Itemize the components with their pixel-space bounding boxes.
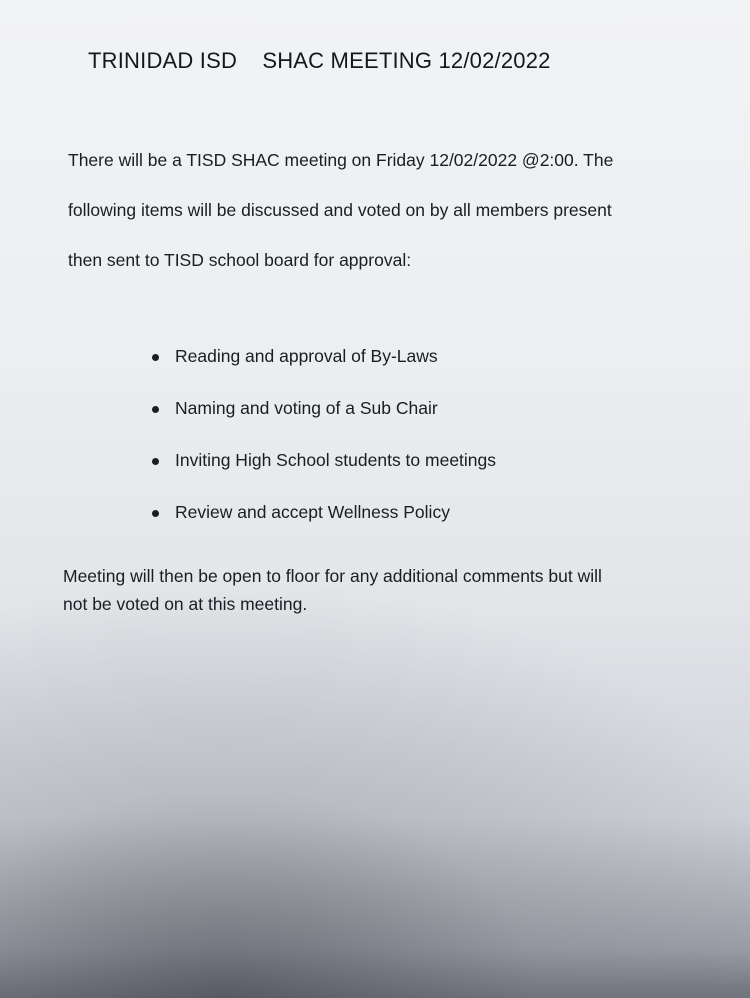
document-title: TRINIDAD ISD SHAC MEETING 12/02/2022 [88, 48, 551, 73]
agenda-list [150, 346, 496, 554]
closing-line-1: Meeting will then be open to floor for any additional comments but will [63, 566, 602, 586]
agenda-item-text: Naming and voting of a Sub Chair [175, 398, 438, 418]
bullet-icon [152, 354, 159, 361]
bullet-icon [152, 458, 159, 465]
agenda-item [150, 450, 496, 502]
agenda-item-text: Inviting High School students to meetings [175, 450, 497, 470]
intro-line-2: following items will be discussed and voted on by all members present [68, 200, 612, 220]
intro-line-3: then sent to TISD school board for approval: [68, 250, 412, 270]
agenda-item [150, 502, 496, 554]
agenda-item-text: Reading and approval of By-Laws [175, 346, 438, 366]
agenda-item-text: Review and accept Wellness Policy [175, 502, 450, 522]
intro-line-1: There will be a TISD SHAC meeting on Friday 12/02/2022 @2:00. The [68, 150, 614, 170]
bullet-icon [152, 510, 159, 517]
bullet-icon [152, 406, 159, 413]
agenda-item [150, 346, 496, 398]
closing-line-2: not be voted on at this meeting. [63, 594, 308, 614]
agenda-item [150, 398, 496, 450]
closing-paragraph [63, 562, 602, 618]
